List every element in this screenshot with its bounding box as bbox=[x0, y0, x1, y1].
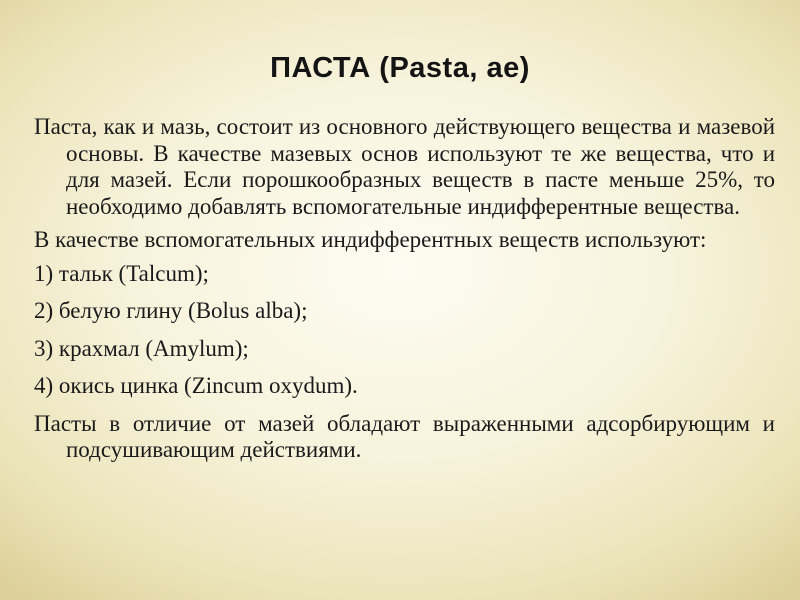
paragraph-composition: Паста, как и мазь, состоит из основного действующего вещества и мазевой основы. В качестве мазевых основ используют те же вещества, что и для мазей. Если порошкообразных веществ в пасте меньше 25%, то необходимо добавлять вспомогательные индифферентные вещества. bbox=[34, 114, 775, 219]
list-item-bolus-alba: 2) белую глину (Bolus alba); bbox=[34, 298, 308, 323]
slide-body bbox=[34, 114, 775, 471]
paragraph-conclusion: Пасты в отличие от мазей обладают выраженными адсорбирующим и подсушивающим действиями. bbox=[34, 410, 775, 462]
list-item-zincum-oxydum: 4) окись цинка (Zincum oxydum). bbox=[34, 373, 358, 398]
list-item-talcum: 1) тальк (Talcum); bbox=[34, 260, 209, 286]
slide-title: ПАСТА (Pasta, ae) bbox=[270, 52, 530, 84]
paragraph-auxiliary-intro: В качестве вспомогательных индифферентных веществ используют: bbox=[34, 227, 707, 252]
list-item-amylum: 3) крахмал (Amylum); bbox=[34, 335, 249, 361]
